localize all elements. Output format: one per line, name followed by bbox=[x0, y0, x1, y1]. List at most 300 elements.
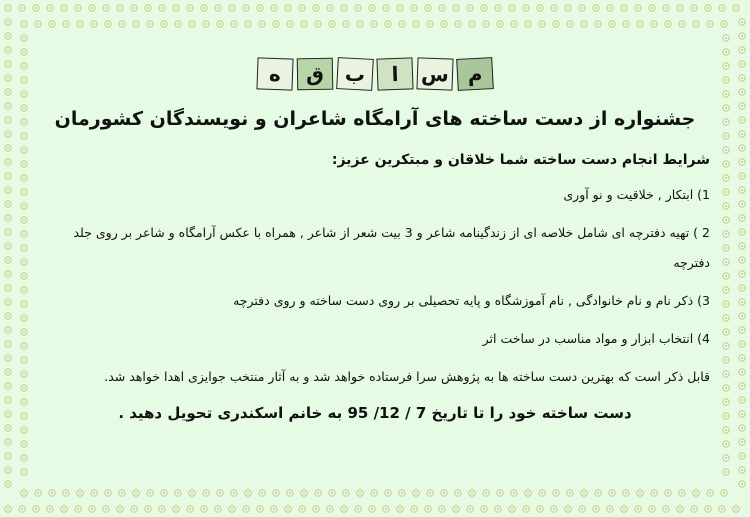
border-ornament bbox=[21, 455, 27, 461]
border-ornament bbox=[483, 490, 489, 496]
border-ornament bbox=[723, 427, 729, 433]
border-ornament bbox=[411, 506, 417, 512]
logo-tile: ه bbox=[256, 57, 293, 90]
border-ornament bbox=[257, 5, 263, 11]
border-ornament bbox=[495, 5, 501, 11]
border-ornament bbox=[635, 5, 641, 11]
border-ornament bbox=[553, 490, 559, 496]
border-ornament bbox=[245, 21, 251, 27]
border-ornament bbox=[21, 245, 27, 251]
logo-tile: ا bbox=[376, 57, 413, 90]
border-ornament bbox=[593, 5, 599, 11]
border-ornament bbox=[397, 506, 403, 512]
border-ornament bbox=[21, 133, 27, 139]
border-ornament bbox=[723, 399, 729, 405]
border-ornament bbox=[145, 5, 151, 11]
border-ornament bbox=[5, 5, 11, 11]
border-ornament bbox=[739, 439, 745, 445]
border-ornament bbox=[413, 490, 419, 496]
border-ornament bbox=[413, 21, 419, 27]
border-ornament bbox=[21, 21, 27, 27]
border-ornament bbox=[425, 5, 431, 11]
border-ornament bbox=[19, 506, 25, 512]
border-ornament bbox=[467, 506, 473, 512]
border-ornament bbox=[525, 490, 531, 496]
border-ornament bbox=[5, 299, 11, 305]
border-ornament bbox=[739, 75, 745, 81]
border-ornament bbox=[739, 145, 745, 151]
border-ornament bbox=[723, 161, 729, 167]
border-ornament bbox=[621, 5, 627, 11]
border-ornament bbox=[693, 490, 699, 496]
border-ornament bbox=[723, 469, 729, 475]
border-ornament bbox=[723, 385, 729, 391]
border-ornament bbox=[705, 506, 711, 512]
border-ornament bbox=[581, 490, 587, 496]
border-ornament bbox=[551, 506, 557, 512]
border-ornament bbox=[523, 5, 529, 11]
border-ornament bbox=[119, 490, 125, 496]
border-ornament bbox=[539, 21, 545, 27]
border-ornament bbox=[173, 5, 179, 11]
border-ornament bbox=[723, 217, 729, 223]
border-ornament bbox=[739, 215, 745, 221]
border-ornament bbox=[259, 21, 265, 27]
border-ornament bbox=[49, 21, 55, 27]
border-ornament bbox=[723, 329, 729, 335]
border-ornament bbox=[665, 490, 671, 496]
border-ornament bbox=[723, 105, 729, 111]
border-ornament bbox=[5, 327, 11, 333]
border-ornament bbox=[553, 21, 559, 27]
border-ornament bbox=[271, 506, 277, 512]
border-ornament bbox=[5, 341, 11, 347]
border-ornament bbox=[723, 301, 729, 307]
border-ornament bbox=[723, 49, 729, 55]
border-ornament bbox=[5, 89, 11, 95]
border-ornament bbox=[355, 506, 361, 512]
border-ornament bbox=[231, 21, 237, 27]
border-ornament bbox=[723, 63, 729, 69]
border-ornament bbox=[217, 21, 223, 27]
border-ornament bbox=[439, 5, 445, 11]
border-ornament bbox=[21, 343, 27, 349]
border-ornament bbox=[677, 5, 683, 11]
border-ornament bbox=[315, 21, 321, 27]
border-ornament bbox=[21, 147, 27, 153]
border-ornament bbox=[537, 5, 543, 11]
condition-item: 1) ابتکار , خلاقیت و نو آوری bbox=[563, 187, 710, 202]
border-ornament bbox=[651, 21, 657, 27]
border-ornament bbox=[623, 21, 629, 27]
border-ornament bbox=[299, 506, 305, 512]
border-ornament bbox=[21, 259, 27, 265]
border-ornament bbox=[61, 5, 67, 11]
border-ornament bbox=[723, 287, 729, 293]
border-ornament bbox=[35, 21, 41, 27]
border-ornament bbox=[5, 313, 11, 319]
border-ornament bbox=[663, 506, 669, 512]
border-ornament bbox=[509, 506, 515, 512]
border-ornament bbox=[385, 490, 391, 496]
border-ornament bbox=[651, 490, 657, 496]
border-ornament bbox=[63, 21, 69, 27]
border-ornament bbox=[5, 411, 11, 417]
border-ornament bbox=[5, 439, 11, 445]
border-ornament bbox=[103, 506, 109, 512]
border-ornament bbox=[739, 313, 745, 319]
border-ornament bbox=[189, 490, 195, 496]
border-ornament bbox=[273, 21, 279, 27]
border-ornament bbox=[175, 490, 181, 496]
border-ornament bbox=[635, 506, 641, 512]
border-ornament bbox=[467, 5, 473, 11]
border-ornament bbox=[5, 271, 11, 277]
border-ornament bbox=[469, 21, 475, 27]
border-ornament bbox=[117, 506, 123, 512]
border-ornament bbox=[723, 35, 729, 41]
border-ornament bbox=[567, 490, 573, 496]
border-ornament bbox=[271, 5, 277, 11]
border-ornament bbox=[61, 506, 67, 512]
border-ornament bbox=[739, 481, 745, 487]
border-ornament bbox=[495, 506, 501, 512]
border-ornament bbox=[579, 5, 585, 11]
border-ornament bbox=[33, 506, 39, 512]
border-ornament bbox=[707, 21, 713, 27]
border-ornament bbox=[723, 203, 729, 209]
border-ornament bbox=[5, 201, 11, 207]
border-ornament bbox=[5, 243, 11, 249]
logo-tile: م bbox=[456, 57, 494, 91]
border-ornament bbox=[187, 506, 193, 512]
border-ornament bbox=[91, 490, 97, 496]
border-ornament bbox=[469, 490, 475, 496]
border-ornament bbox=[739, 425, 745, 431]
border-ornament bbox=[5, 453, 11, 459]
border-ornament bbox=[131, 506, 137, 512]
border-ornament bbox=[201, 506, 207, 512]
border-ornament bbox=[723, 245, 729, 251]
border-ornament bbox=[287, 21, 293, 27]
border-ornament bbox=[357, 21, 363, 27]
border-ornament bbox=[481, 506, 487, 512]
border-ornament bbox=[215, 506, 221, 512]
border-ornament bbox=[723, 133, 729, 139]
border-ornament bbox=[739, 355, 745, 361]
condition-item: 2 ) تهیه دفترچه ای شامل خلاصه ای از زندگینامه شاعر و 3 بیت شعر از شاعر , همراه با عکس آرامگاه و شاعر بر روی جلد دفترچه bbox=[73, 225, 710, 270]
border-ornament bbox=[723, 175, 729, 181]
border-ornament bbox=[133, 21, 139, 27]
border-ornament bbox=[161, 21, 167, 27]
border-ornament bbox=[537, 506, 543, 512]
border-ornament bbox=[77, 490, 83, 496]
border-ornament bbox=[259, 490, 265, 496]
border-ornament bbox=[49, 490, 55, 496]
border-ornament bbox=[245, 490, 251, 496]
border-ornament bbox=[5, 19, 11, 25]
border-ornament bbox=[369, 5, 375, 11]
logo-tile: س bbox=[416, 57, 453, 90]
border-ornament bbox=[719, 506, 725, 512]
border-ornament bbox=[383, 5, 389, 11]
border-ornament bbox=[189, 21, 195, 27]
border-ornament bbox=[739, 47, 745, 53]
border-ornament bbox=[607, 506, 613, 512]
border-ornament bbox=[5, 481, 11, 487]
border-ornament bbox=[257, 506, 263, 512]
border-ornament bbox=[567, 21, 573, 27]
border-ornament bbox=[147, 21, 153, 27]
logo-tile: ب bbox=[336, 57, 374, 91]
border-ornament bbox=[5, 33, 11, 39]
border-ornament bbox=[371, 21, 377, 27]
border-ornament bbox=[47, 506, 53, 512]
border-ornament bbox=[427, 490, 433, 496]
border-ornament bbox=[723, 315, 729, 321]
border-ornament bbox=[5, 159, 11, 165]
border-ornament bbox=[691, 506, 697, 512]
border-ornament bbox=[455, 490, 461, 496]
border-ornament bbox=[5, 61, 11, 67]
border-ornament bbox=[733, 5, 739, 11]
border-ornament bbox=[21, 385, 27, 391]
border-ornament bbox=[159, 5, 165, 11]
border-ornament bbox=[609, 490, 615, 496]
border-ornament bbox=[723, 455, 729, 461]
border-ornament bbox=[5, 103, 11, 109]
border-ornament bbox=[215, 5, 221, 11]
border-ornament bbox=[723, 343, 729, 349]
note-paragraph: قابل ذکر است که بهترین دست ساخته ها به پژوهش سرا فرستاده خواهد شد و به آثار منتخب جوایزی اهدا خواهد شد. bbox=[104, 369, 710, 384]
border-ornament bbox=[173, 506, 179, 512]
border-ornament bbox=[5, 131, 11, 137]
border-ornament bbox=[579, 506, 585, 512]
border-ornament bbox=[5, 425, 11, 431]
border-ornament bbox=[313, 506, 319, 512]
border-ornament bbox=[649, 506, 655, 512]
border-ornament bbox=[739, 229, 745, 235]
border-ornament bbox=[739, 243, 745, 249]
border-ornament bbox=[721, 21, 727, 27]
border-ornament bbox=[5, 467, 11, 473]
border-ornament bbox=[285, 5, 291, 11]
border-ornament bbox=[739, 19, 745, 25]
border-ornament bbox=[5, 369, 11, 375]
border-ornament bbox=[5, 506, 11, 512]
border-ornament bbox=[721, 490, 727, 496]
border-ornament bbox=[341, 506, 347, 512]
border-ornament bbox=[739, 285, 745, 291]
border-ornament bbox=[739, 173, 745, 179]
border-ornament bbox=[5, 215, 11, 221]
border-ornament bbox=[679, 490, 685, 496]
border-ornament bbox=[497, 490, 503, 496]
border-ornament bbox=[21, 371, 27, 377]
border-ornament bbox=[739, 117, 745, 123]
border-ornament bbox=[581, 21, 587, 27]
border-ornament bbox=[301, 21, 307, 27]
border-ornament bbox=[341, 5, 347, 11]
border-ornament bbox=[441, 490, 447, 496]
border-ornament bbox=[357, 490, 363, 496]
border-ornament bbox=[355, 5, 361, 11]
title-logo bbox=[40, 54, 710, 94]
border-ornament bbox=[723, 119, 729, 125]
border-ornament bbox=[21, 161, 27, 167]
border-ornament bbox=[565, 506, 571, 512]
border-ornament bbox=[21, 35, 27, 41]
border-ornament bbox=[739, 257, 745, 263]
border-ornament bbox=[723, 441, 729, 447]
border-ornament bbox=[21, 49, 27, 55]
border-ornament bbox=[21, 105, 27, 111]
border-ornament bbox=[5, 355, 11, 361]
border-ornament bbox=[595, 21, 601, 27]
border-ornament bbox=[19, 5, 25, 11]
border-ornament bbox=[509, 5, 515, 11]
border-ornament bbox=[21, 441, 27, 447]
border-ornament bbox=[723, 77, 729, 83]
border-ornament bbox=[369, 506, 375, 512]
border-ornament bbox=[47, 5, 53, 11]
border-ornament bbox=[21, 469, 27, 475]
border-ornament bbox=[5, 75, 11, 81]
border-ornament bbox=[621, 506, 627, 512]
border-ornament bbox=[5, 229, 11, 235]
border-ornament bbox=[453, 5, 459, 11]
border-ornament bbox=[21, 413, 27, 419]
border-ornament bbox=[243, 506, 249, 512]
border-ornament bbox=[89, 506, 95, 512]
border-ornament bbox=[329, 21, 335, 27]
border-ornament bbox=[75, 506, 81, 512]
border-ornament bbox=[637, 490, 643, 496]
border-ornament bbox=[5, 257, 11, 263]
border-ornament bbox=[593, 506, 599, 512]
border-ornament bbox=[551, 5, 557, 11]
border-ornament bbox=[723, 371, 729, 377]
border-ornament bbox=[175, 21, 181, 27]
border-ornament bbox=[441, 21, 447, 27]
border-ornament bbox=[411, 5, 417, 11]
border-ornament bbox=[453, 506, 459, 512]
border-ornament bbox=[105, 21, 111, 27]
border-ornament bbox=[5, 173, 11, 179]
border-ornament bbox=[131, 5, 137, 11]
border-ornament bbox=[637, 21, 643, 27]
border-ornament bbox=[5, 285, 11, 291]
border-ornament bbox=[723, 259, 729, 265]
border-ornament bbox=[723, 147, 729, 153]
border-ornament bbox=[21, 63, 27, 69]
border-ornament bbox=[147, 490, 153, 496]
border-ornament bbox=[607, 5, 613, 11]
border-ornament bbox=[21, 217, 27, 223]
border-ornament bbox=[371, 490, 377, 496]
announcement-content bbox=[40, 54, 710, 422]
border-ornament bbox=[161, 490, 167, 496]
border-ornament bbox=[103, 5, 109, 11]
border-ornament bbox=[609, 21, 615, 27]
border-ornament bbox=[397, 5, 403, 11]
border-ornament bbox=[343, 490, 349, 496]
border-ornament bbox=[133, 490, 139, 496]
border-ornament bbox=[5, 117, 11, 123]
border-ornament bbox=[425, 506, 431, 512]
border-ornament bbox=[677, 506, 683, 512]
border-ornament bbox=[523, 506, 529, 512]
border-ornament bbox=[723, 189, 729, 195]
border-ornament bbox=[739, 467, 745, 473]
border-ornament bbox=[315, 490, 321, 496]
border-ornament bbox=[705, 5, 711, 11]
border-ornament bbox=[739, 327, 745, 333]
border-ornament bbox=[5, 397, 11, 403]
border-ornament bbox=[21, 77, 27, 83]
border-ornament bbox=[327, 506, 333, 512]
border-ornament bbox=[723, 91, 729, 97]
border-ornament bbox=[693, 21, 699, 27]
border-ornament bbox=[229, 506, 235, 512]
border-ornament bbox=[203, 490, 209, 496]
border-ornament bbox=[739, 159, 745, 165]
border-ornament bbox=[89, 5, 95, 11]
border-ornament bbox=[159, 506, 165, 512]
border-ornament bbox=[623, 490, 629, 496]
border-ornament bbox=[21, 231, 27, 237]
border-ornament bbox=[539, 490, 545, 496]
border-ornament bbox=[739, 89, 745, 95]
border-ornament bbox=[739, 103, 745, 109]
border-ornament bbox=[21, 287, 27, 293]
border-ornament bbox=[739, 369, 745, 375]
border-ornament bbox=[145, 506, 151, 512]
border-ornament bbox=[739, 397, 745, 403]
border-ornament bbox=[663, 5, 669, 11]
border-ornament bbox=[21, 427, 27, 433]
logo-tile: ق bbox=[297, 58, 334, 91]
border-ornament bbox=[21, 315, 27, 321]
border-ornament bbox=[21, 329, 27, 335]
border-ornament bbox=[723, 357, 729, 363]
border-ornament bbox=[707, 490, 713, 496]
border-ornament bbox=[329, 490, 335, 496]
border-ornament bbox=[649, 5, 655, 11]
border-ornament bbox=[243, 5, 249, 11]
border-ornament bbox=[739, 341, 745, 347]
border-ornament bbox=[21, 490, 27, 496]
border-ornament bbox=[105, 490, 111, 496]
border-ornament bbox=[301, 490, 307, 496]
border-ornament bbox=[595, 490, 601, 496]
border-ornament bbox=[427, 21, 433, 27]
border-ornament bbox=[273, 490, 279, 496]
border-ornament bbox=[21, 357, 27, 363]
border-ornament bbox=[719, 5, 725, 11]
border-ornament bbox=[399, 490, 405, 496]
border-ornament bbox=[385, 21, 391, 27]
border-ornament bbox=[733, 506, 739, 512]
border-ornament bbox=[117, 5, 123, 11]
border-ornament bbox=[21, 399, 27, 405]
border-ornament bbox=[201, 5, 207, 11]
border-ornament bbox=[35, 490, 41, 496]
border-ornament bbox=[439, 506, 445, 512]
deadline-notice: دست ساخته خود را تا تاریخ 7 / 12/ 95 به خانم اسکندری تحویل دهید . bbox=[118, 404, 632, 422]
border-ornament bbox=[5, 383, 11, 389]
border-ornament bbox=[739, 299, 745, 305]
